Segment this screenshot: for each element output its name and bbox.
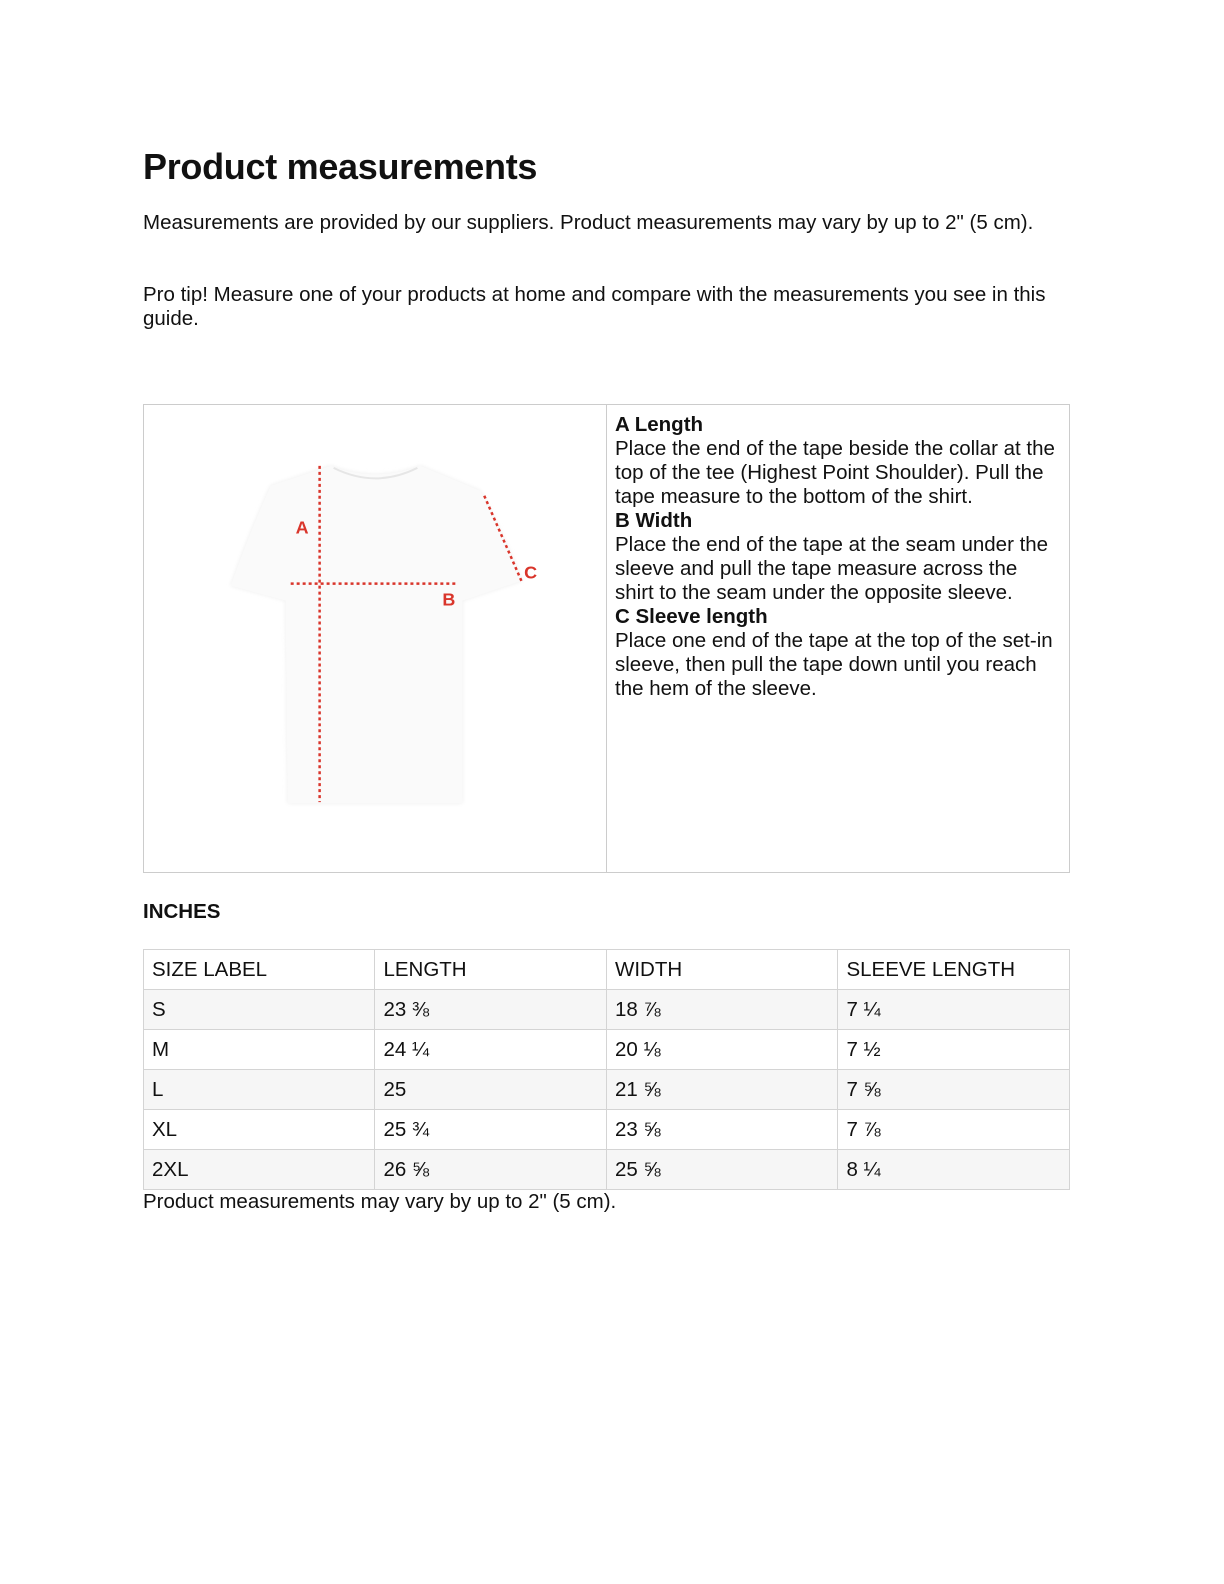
measurement-guide: [143, 404, 1070, 873]
table-cell: L: [144, 1070, 375, 1110]
measurement-instructions: [607, 405, 1069, 872]
table-cell: 7 ¼: [838, 990, 1070, 1030]
table-cell: 20 ⅛: [606, 1030, 837, 1070]
label-b: B: [442, 589, 456, 610]
header-cell: WIDTH: [606, 950, 837, 990]
intro-text: Measurements are provided by our suppliers. Product measurements may vary by up to 2" (5 cm).: [143, 211, 1034, 234]
units-heading: INCHES: [143, 900, 221, 923]
table-cell: 7 ⅝: [838, 1070, 1070, 1110]
table-cell: 7 ½: [838, 1030, 1070, 1070]
width-title: B Width: [615, 509, 693, 532]
tshirt-diagram-cell: [144, 405, 607, 872]
table-row: [144, 1150, 1070, 1190]
pro-tip-text: Pro tip! Measure one of your products at home and compare with the measurements you see in this guide.: [143, 283, 1046, 330]
table-cell: M: [144, 1030, 375, 1070]
length-text: Place the end of the tape beside the collar at the top of the tee (Highest Point Shoulder). Pull the tape measure to the bottom of the shirt.: [615, 437, 1055, 508]
label-c: C: [524, 562, 538, 583]
table-row: [144, 1070, 1070, 1110]
table-row: [144, 1030, 1070, 1070]
table-cell: S: [144, 990, 375, 1030]
size-table: [143, 949, 1070, 1190]
table-cell: 8 ¼: [838, 1150, 1070, 1190]
table-cell: 25 ⅝: [606, 1150, 837, 1190]
table-row: [144, 990, 1070, 1030]
header-cell: LENGTH: [375, 950, 607, 990]
label-a: A: [295, 517, 309, 538]
table-cell: 26 ⅝: [375, 1150, 607, 1190]
tshirt-diagram: [144, 405, 606, 872]
table-row: [144, 1110, 1070, 1150]
sleeve-text: Place one end of the tape at the top of the set-in sleeve, then pull the tape down until you reach the hem of the sleeve.: [615, 629, 1053, 700]
table-cell: 7 ⅞: [838, 1110, 1070, 1150]
length-title: A Length: [615, 413, 704, 436]
sleeve-title: C Sleeve length: [615, 605, 768, 628]
table-header-row: [144, 950, 1070, 990]
table-cell: 21 ⅝: [606, 1070, 837, 1110]
table-cell: 23 ⅜: [375, 990, 607, 1030]
table-cell: 2XL: [144, 1150, 375, 1190]
header-cell: SIZE LABEL: [144, 950, 375, 990]
table-cell: 25 ¾: [375, 1110, 607, 1150]
table-cell: XL: [144, 1110, 375, 1150]
header-cell: SLEEVE LENGTH: [838, 950, 1070, 990]
table-cell: 24 ¼: [375, 1030, 607, 1070]
table-cell: 18 ⅞: [606, 990, 837, 1030]
page-title: Product measurements: [143, 146, 538, 187]
table-cell: 25: [375, 1070, 607, 1110]
width-text: Place the end of the tape at the seam under the sleeve and pull the tape measure across the shirt to the seam under the opposite sleeve.: [615, 533, 1049, 604]
footnote: Product measurements may vary by up to 2" (5 cm).: [143, 1190, 617, 1213]
table-cell: 23 ⅝: [606, 1110, 837, 1150]
